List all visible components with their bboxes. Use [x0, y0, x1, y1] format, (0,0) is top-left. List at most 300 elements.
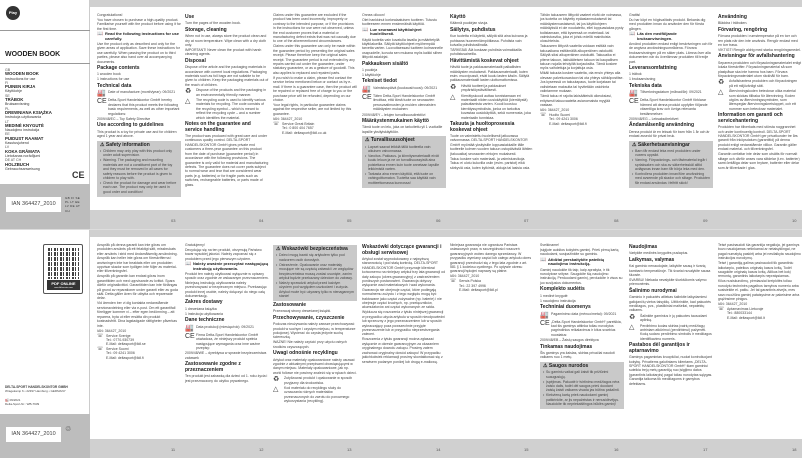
safety-heading: ⚠ Säkerhetsanvisningar: [632, 141, 690, 148]
read-instructions-notice: [629, 32, 713, 41]
safety-item: • Lapset saavat leikkiä tällä tuotteella vain aikuisen valvonnassa.: [365, 145, 443, 154]
body-text: IAN: 364427_2010: [273, 116, 303, 121]
footer-bar: [90, 210, 802, 229]
language-doc-type: Käyttöohje: [5, 89, 22, 94]
language-doc-type: Kasutusjuhend: [5, 141, 29, 146]
safety-box: [97, 141, 181, 197]
manufacture-date-icon: 🏭: [629, 90, 638, 98]
body-text: Tuote on valmistettu huolellisesti jatkuvassa valvonnassa. DELTA-SPORT HANDELSKONTOR GmbH myöntää yksityisille loppuasiakkaille tälle tuotteelle kolmen vuoden takuun ostopäivästä lähtien (takuuaika) seuraavien ehtojen mukaisesti.: [450, 134, 533, 156]
manual-column: [185, 243, 269, 384]
page-number: 11: [171, 447, 176, 452]
page-number: 04: [259, 218, 264, 223]
page-number: 10: [792, 218, 797, 223]
language-entry: [5, 107, 52, 120]
safety-list: [632, 149, 710, 185]
language-code: LV: [5, 145, 10, 150]
ce-icon: CE: [97, 98, 107, 106]
section-heading: Naudojimas: [629, 244, 658, 250]
disposal-icon: ♻: [273, 376, 280, 384]
phone-icon: ☏: [450, 278, 457, 285]
section-heading: Användning: [718, 14, 747, 20]
section-heading: Säilytys, puhdistus: [450, 26, 496, 33]
recycling-code-icon: △: [718, 89, 724, 97]
service-line: Tel.: 09 4241 3006: [106, 351, 135, 356]
service-line: E-Mail: deltasport@lidl.se: [106, 342, 146, 347]
symbol-text: Pagaminimo data (mėnuo/metai): 09/2021: [551, 311, 617, 316]
manual-column: [629, 13, 713, 190]
body-text: Vid ärenden ber vi dig kontakta nedanstående serviceavdelning eller via e-post. Om ett garantifall föreligger kommer vi – efter egen bedömning – att reparera, byta ut eller ersätta din produkt kostnadsfritt. Dina lagstadgade rättigheter påverkas inte.: [97, 301, 177, 328]
body-text: Käännä puukirjan sivuja.: [450, 21, 489, 26]
page-number: 12: [259, 447, 264, 452]
disposal-icon: ♻: [629, 313, 636, 321]
phone-icon: ☏: [540, 111, 547, 118]
body-text: Hävitä tuote ja pakkausmateriaalit paikallisten määräysten mukaisesti. Pakkausmateriaalit, kuten esim. muovipussit, eivät kuulu lasten käsiin. Säilytä pakkausmateriaalit lasten ulottumattomissa.: [450, 65, 530, 83]
safety-list: [365, 145, 443, 186]
notice-text: Należy uważnie przeczytać następującą instrukcję użytkowania.: [193, 261, 269, 271]
symbol-row: [185, 98, 269, 120]
manual-column: [273, 243, 357, 405]
service-contact: [718, 307, 802, 320]
language-entry: [5, 68, 52, 81]
language-doc-type: Instructions for use: [5, 76, 36, 81]
symbol-text: „Delta-Sport Handelskontor GmbH“ pareiškia, kad šis gaminys atitinka toliau nurodytus pagrindinius reikalavimus ir kitus svarbius nuostatus:: [551, 319, 622, 337]
service-contact: [540, 113, 624, 126]
page-number: 07: [524, 218, 529, 223]
body-text: 2009/48/EC – Toy Safety Directive: [97, 117, 151, 122]
body-text: Du har köpt en högkvalitativ produkt. Bekanta dig med produkten innan du använder den för första gången.: [629, 18, 706, 31]
body-text: Your legal rights, in particular guarantee claims against the respective seller, are not limited by this guarantee.: [273, 102, 352, 116]
body-text: Use the product only as described and only for the given areas of application. Save these instructions for use carefully. When passing the product on to third parties, please also hand over all accompanying documents.: [97, 42, 180, 64]
cover-title: WOODEN BOOK: [5, 51, 61, 58]
manual-column: [362, 243, 446, 365]
page-number: 03: [171, 218, 176, 223]
body-text: Kai gaminio nenaudojate, laikykite sausą ir švarią kambario temperatūroje. Tik švariai nuvalykite sausa šluoste.: [629, 264, 711, 277]
body-text: Įsigijote aukštos kokybės gaminį. Prieš pirmą kartą naudodami, susipažinkite su gaminiu.: [540, 248, 619, 257]
manual-column: [540, 243, 624, 411]
safety-item: • Kiekvieną kartą prieš naudodami gaminį patikrinkite, ar jis nepažeistas ir nenusidėvėjęs. Naudokite tik nepriekaištingos būklės gaminį!: [543, 393, 621, 406]
safety-heading: ⚠ Safety information: [100, 141, 150, 148]
language-entry: [5, 158, 52, 171]
book-icon: 📖: [97, 31, 104, 38]
notice-text: Read the following instructions for use carefully.: [105, 31, 180, 41]
safety-item: • Įspėjimas. Pakuotė ir tvirtinimo medžiagos nėra žaislo dalis, todėl dėl saugos prieš duodant žaislą žaisti vaikams visada jas būtina pašalinti.: [543, 380, 621, 393]
symbol-text: Kod materiału do recyklingu służy do oznaczania różnych materiałów przeznaczonych do zwrotu do ponownego wykorzystania (recykling).: [284, 386, 350, 404]
body-text: 2009/48/EB – Žaislų saugos direktyva: [540, 338, 599, 343]
symbol-text: Delta-Sport Handelskontor GmbH hereby declares that this product meets the following basic requirements, as well as other important regulations:: [108, 98, 180, 116]
service-name: Service Great Britain: [282, 121, 315, 126]
book-icon: 📖: [362, 26, 369, 33]
version-date: 🏭 09/2021: [5, 398, 21, 402]
cover-footer: [0, 184, 90, 229]
section-heading: Ändamålsenlig användning: [629, 122, 695, 129]
disposal-icon: ♻: [718, 79, 725, 87]
body-text: 1 puukirja: [362, 68, 378, 73]
service-line: Tel.: 880033144: [727, 311, 752, 316]
language-code: EE: [5, 132, 10, 137]
divider: [0, 63, 90, 64]
section-heading: Hävittämistä koskevat ohjeet: [450, 57, 519, 64]
header-bar: [90, 230, 802, 237]
body-text: This product is a toy for private use and for children aged 1 year and above.: [97, 129, 177, 139]
service-line: Tel.: 0 800 404 7657: [282, 126, 314, 131]
body-text: Dispose of the article and the packaging materials in accordance with current local regulations. Packaging materials such as foil bags are not suitable to be given to children. Keep the packaging materials out of the reach of children.: [185, 65, 269, 87]
section-heading: Dane techniczne: [185, 317, 225, 324]
body-text: 1 medinė knygutė: [540, 293, 568, 298]
recycling-icon: ♲: [65, 426, 72, 433]
manual-column: [450, 13, 534, 171]
section-heading: Laikymas, valymas: [629, 256, 675, 263]
body-text: Produkt ten należy użytkować wyłącznie w opisany sposób oraz zgodnie ze wskazanym przeznaczeniem. Niniejszą instrukcję użytkowania należy przechowywać w bezpiecznym miejscu. Przekazując produkt innej osobie, należy dołączyć do niego całą dokumentację.: [185, 272, 269, 299]
symbol-text: Återvinningskoden betecknar olika material som skickas tillbaka för återvinning. Koden utgörs av återvinningssymbolen, som återspeglar återvinningskretsloppet, och ett nummer som betecknar materialet.: [729, 89, 796, 111]
language-code: DE AT CH: [5, 158, 22, 163]
body-text: IMPORTANT! Never clean the product with harsh cleaning agents.: [185, 48, 262, 57]
page-number: 13: [347, 447, 352, 452]
symbol-row: [540, 312, 624, 319]
section-heading: Uwagi odnośnie recyklingu: [273, 350, 338, 357]
manufacture-date-icon: 🏭: [362, 86, 371, 94]
page-number: 16: [614, 447, 619, 452]
footer-bar: [90, 439, 802, 458]
body-text: IAN: 364427_2010: [718, 302, 748, 307]
safety-box: [629, 141, 713, 188]
read-instructions-notice: [185, 262, 269, 271]
body-text: Grattis!: [629, 13, 641, 17]
service-name: Huolto Suomi: [549, 112, 571, 117]
body-text: Kilus nusiskundimų, pirmiausiai kreipkitės toliau nurodytu techninės pagalbos tarnybos numeriu arba susisiekite el. paštu. Jei tai garantinis atvejis, mes savo nuožiūra gaminį pataisysime ar pakeisime arba grąžinsime pinigus.: [718, 279, 800, 302]
body-text: Artykuł został wyprodukowany z najwyższą starannością i pod stałą kontrolą. DELTA-SPORT HANDELSKONTOR GmbH przyznaje klientowi końcowemu na niniejszy artykuł trzy lata gwarancji od daty zakupu (okres gwarancyjny) z zastrzeżeniem poniższych postanowień. Gwarancja dotyczy wyłącznie wad materiałowych i wad wykonania. Gwarancja nie obejmuje części, które podlegają normalnemu zużyciu i z tego względu mogą być traktowane jako części zużywalne (np. baterie) i nie obejmuje części kruchych, np. przełączników, akumulatorów ani części wykonanych ze szkła.: [362, 256, 446, 310]
disposal-icon: ♻: [185, 88, 192, 96]
service-contact: [273, 122, 357, 135]
symbol-row: [273, 386, 357, 404]
section-heading: Takuuta ja huoltoprosessia koskevat ohjeet: [450, 121, 515, 133]
phone-icon: ☏: [97, 332, 104, 339]
symbol-row: [97, 98, 181, 116]
symbol-row: [450, 84, 534, 93]
ce-icon: CE: [185, 332, 195, 340]
page-number: 08: [614, 218, 619, 223]
symbol-text: Tillverkningsdatum (månad/år): 09/2021: [640, 90, 702, 95]
service-name: Serwis Polska: [459, 279, 481, 284]
safety-item: • Kontrollera produkten innan/före användning med avseende på skador och slitage. Produkten får endast användas i felfritt skick!: [632, 172, 710, 185]
manual-column: [718, 13, 802, 171]
safety-list: [276, 253, 354, 298]
body-text: 1 instructions for use: [97, 77, 130, 82]
symbol-row: [718, 89, 802, 111]
body-text: Decydując się na ten produkt, otrzymują Państwo towar wysokiej jakości. Należy zapoznać się z produktem przed jego pierwszym użyciem.: [185, 248, 262, 261]
safety-item: • Check the product for damage and wear before each use. The product may only be used in good order and condition!: [100, 181, 178, 194]
language-product-name: DREWNIANA KSIĄŻKA: [5, 109, 52, 115]
symbol-text: Date of manufacture (month/year): 09/2021: [108, 90, 176, 95]
manufacture-date-icon: 🏭: [185, 324, 194, 332]
disposal-icon: ♻: [450, 83, 457, 91]
delta-sport-id: Delta-Sport-Nr.: WB-7939: [5, 402, 40, 406]
manual-back-side: [0, 229, 802, 458]
language-entry: [5, 132, 52, 145]
language-code: FI: [5, 80, 9, 85]
symbol-row: [718, 79, 802, 88]
service-name: Service Suomi: [106, 346, 129, 351]
importer-name: DELTA-SPORT HANDELSKONTOR GMBH: [5, 385, 68, 389]
pdf-online-qr[interactable]: [43, 244, 83, 294]
service-line: E-Mail: deltasport@lidl.fi: [549, 121, 587, 126]
language-entry: [5, 94, 52, 107]
phone-icon: ☏: [273, 120, 280, 127]
page-number: 18: [792, 447, 797, 452]
body-text: Podczas nieużywania należy zawsze przechowywać produkt w suchym i czystym miejscu, w temperaturze pokojowej. Wycierać do czysta jedynie suchą ściereczką.: [273, 322, 356, 340]
ce-icon: CE: [629, 98, 639, 106]
recycling-code-icon: △: [450, 93, 456, 101]
language-product-name: PUIDUST RAAMAT: [5, 135, 44, 141]
safety-heading: ⚠ Turvallisuusohjeet: [365, 137, 415, 144]
body-text: Teisė į garantiją galima pasinaudoti tik garantiniu laikotarpiu, pateikus originalų kasos kvitą. Todėl saugokite originalų kasos kvitą. Atlikus bet kokį remontą, garantinis laikotarpis nepratęsiamas.: [718, 261, 794, 279]
symbol-text: Avfallshantera produkten och förpackningen på ett miljövänligt sätt.: [729, 79, 798, 88]
symbol-row: [629, 98, 713, 116]
phone-icon: ☏: [718, 306, 725, 313]
language-product-name: HOLZBUCH: [5, 161, 30, 167]
body-text: Förvara produkten i rumstemperatur på en torr och ren plats när den inte används. Rengör endast med en torr trasa.: [718, 34, 798, 47]
safety-heading: ⚠ Wskazówki bezpieczeństwa: [276, 246, 348, 252]
read-instructions-notice: [540, 258, 624, 267]
ce-mark: CE: [72, 170, 85, 180]
symbol-text: Dispose of the products and the packaging in an environmentally friendly manner.: [196, 88, 267, 97]
body-text: Kun tuotetta ei käytetä, säilytä sitä aina kuivana ja puhtaana huoneenlämpötilassa. Puhdista vain kuivalla puhdistusliinalla.: [450, 34, 528, 47]
body-text: IAN: 364427_2010: [540, 107, 570, 112]
language-doc-type: Instrukcja użytkowania: [5, 115, 42, 120]
body-text: 1 käyttöohje: [362, 73, 381, 78]
section-heading: Tekniset tiedot: [362, 78, 397, 85]
body-text: Mikäli takuuta koskee vaateita, ota ensin yhteys alla olevaan palveluosastoon tai ota yhteys sähköpostitse. Jos kyseessä on takuutapaus, tuote korjataan tai vaihdetaan maksutta tai hyvitetään ostohinta valintamme mukaan.: [540, 71, 624, 94]
body-text: Separera produkten och förpackningsmaterialet enligt lokala föreskrifter. Förpackningsmaterial så som plastpåsar ska inte hamna hos barn. Förvara förpackningsmaterialet utom räckhåll för barn.: [718, 60, 802, 79]
service-contact: [450, 279, 534, 292]
safety-item: • Dzieci mogą bawić się artykułem tylko pod nadzorem osób dorosłych.: [276, 253, 354, 262]
body-text: Bläddra i träboken.: [718, 21, 748, 26]
body-text: Wyklucza się roszczenia z tytułu niniejszej gwarancji w przypadku użycia artykułu w sposób nieodpowiedni lub sprzeczny z jego przeznaczeniem lub w sposób wykraczający poza powszechnie przyjęte przeznaczenie lub w przypadku nieprzestrzegania zaleceń.: [362, 310, 445, 337]
body-text: Tämä takuu ei rajoita lakisääteisiä oikeuksiasi, erityisesti takuuvaateita asianomaista myyjää vastaan.: [540, 94, 612, 107]
symbol-text: Kierrätyskoodi auttaa tunnistamaan eri materiaalit niiden uusiokäyttöä (kierrätystä) palauttamista varten. Koodi koostuu kierrätyssymbolista, jonka on tarkoitus kuvastaa uusiokäyttöä, sekä numerosta, joka materiaalin tunnistaa.: [461, 93, 531, 120]
body-text: Tämä tuote on lelu, joka on tarkoitettu yli 1 vuotiaille lapsille yksityiskäyttöön.: [362, 125, 443, 134]
recycling-code-icon: △: [185, 98, 191, 106]
service-line: Tel.: 22 397 4996: [459, 283, 486, 288]
manufacture-date-icon: 🏭: [97, 90, 106, 98]
body-text: 1 bruksanvisning: [629, 77, 656, 82]
language-code: LT: [5, 119, 9, 124]
section-heading: Šalinimo nurodymai: [629, 287, 677, 294]
manual-column: [540, 13, 624, 126]
safety-item: • Warning. The packaging and mounting materials are not a constituent part of the toy and they must be removed in all cases for safety reasons before the product is given to children to play with.: [100, 158, 178, 180]
symbol-row: [540, 320, 624, 338]
section-heading: Information om garanti och servicehantering: [718, 112, 783, 124]
read-instructions-notice: [97, 32, 181, 41]
safety-item: • Ostrzeżenie. Opakowanie oraz materiały mocujące nie są częścią zabawki i ze względów bezpieczeństwa muszą zostać usunięte, zanim artykuł będzie przekazany dzieciom do zabawy.: [276, 263, 354, 281]
section-heading: Tekniska data: [629, 82, 662, 89]
manual-column: [362, 13, 446, 190]
page-number: 17: [703, 447, 708, 452]
body-text: 1 drewniana książka: [185, 306, 217, 311]
symbol-row: [629, 314, 713, 323]
service-line: E-Mail: deltasport@lidl.pl: [459, 288, 498, 293]
symbol-row: [362, 94, 446, 112]
service-name: Aptarnavimas Lietuvoje: [727, 307, 764, 312]
recycling-code-icon: △: [273, 386, 279, 393]
language-entry: [5, 120, 52, 133]
language-entry: [5, 145, 52, 158]
page-number: 06: [436, 218, 441, 223]
header-bar: [90, 0, 802, 7]
body-text: 1 träbok: [629, 72, 642, 77]
language-doc-type: Naudojimo instrukcija: [5, 128, 40, 133]
notice-text: Atidžiai perskaitykite pateiktą naudojimo instrukciją.: [548, 256, 605, 267]
section-heading: Määräystenmukainen käyttö: [362, 118, 429, 125]
country-flags-icon: GB FI SE PL LT EE LV DE AT CH: [65, 196, 81, 213]
notice-text: Lue seuraavat käyttöohjeet huolellisesti.: [370, 26, 422, 37]
symbol-text: Zutylizować produkt i opakowanie w sposób przyjazny dla środowiska.: [284, 376, 353, 385]
body-text: Teisė pasinaudoti šia garantija negalioja, jei gaminys buvo naudojamas netinkamai ar netaisyklingai, ne pagal numatytą paskirtį arba jei nesilaikyta naudojimo instrukcijos nurodymų.: [718, 243, 801, 261]
language-code: GB: [5, 68, 11, 72]
body-text: 1 naudojimo instrukcija: [540, 298, 576, 303]
body-text: IAN: 364427_2010: [450, 274, 480, 279]
page-number: 14: [436, 447, 441, 452]
section-heading: Pakkauksen sisältö: [362, 60, 409, 67]
language-product-name: PUINEN KIRJA: [5, 84, 36, 90]
service-line: Tel.: 09 4241 3006: [549, 117, 578, 122]
language-doc-type: Lietošanas norādījumi: [5, 153, 41, 158]
safety-box: [540, 362, 624, 409]
symbol-text: The recycling code is used to identify various materials for recycling. The code consists of the recycling symbol – which is meant to reflect the recycling cycle – and a number which identifies the material.: [196, 98, 266, 120]
phone-icon: ☏: [97, 345, 104, 352]
service-line: Tel.: 0770-930739: [106, 337, 135, 342]
section-heading: Zastosowanie: [273, 301, 307, 308]
service-contact: [97, 347, 181, 360]
body-text: Garantin omfattar inte delar som utsätts för normalt slitage och därför anses vara slitdelar (t.ex. batterier) samt ömtåliga delar som brytare, batterier eller delar som är tillverkade i glas.: [718, 152, 800, 170]
section-heading: Notes on the guarantee and service handling: [185, 121, 251, 133]
manual-column: [185, 13, 269, 188]
read-instructions-notice: [362, 28, 446, 37]
safety-item: • Barn får endast leka med produkten under vuxens uppsikt.: [632, 149, 710, 158]
body-text: 2009/48/WE – dyrektywa w sprawie bezpieczeństwa zabawek: [185, 351, 267, 360]
safety-heading: ⚠ Saugos nurodos: [543, 362, 589, 369]
language-product-name: TRÄBOK: [5, 97, 24, 103]
body-text: Takuuseen liittyviä vaateita voidaan esittää vain takuuaikana esittämällä alkuperäinen ostokuitti. Säilytä siksi alkuperäinen ostokuitti. Takuuaika ei pitene takuun, lakisääteisen takuun tai kaupallisen takuun nojalla tehdyiltä korjauksilta. Tämä koskee myös vaihdettuja ja korjattuja osia.: [540, 44, 618, 71]
section-heading: Zastosowanie zgodne z przeznaczeniem: [185, 361, 241, 373]
symbol-text: Täten Delta-Sport Handelskontor GmbH ilmoittaa, että tämä tuote on seuraavien perusvaatimusten ja muiden olennaisten määräysten mukainen:: [373, 94, 436, 112]
body-text: Gaminį naudokite tik taip, kaip aprašyta, ir tik nurodytose srityse. Saugokite šią naudojimo instrukciją. Perduodami gaminį, perduokite ir visus su juo susijusius dokumentus.: [540, 267, 623, 285]
symbol-row: [185, 88, 269, 97]
section-heading: Techniniai duomenys: [540, 304, 591, 311]
safety-box: [362, 136, 446, 188]
page-number: 15: [524, 447, 529, 452]
book-icon: 📖: [540, 256, 547, 263]
language-product-name: MEDINĖ KNYGUTĖ: [5, 122, 44, 128]
safety-item: • Su gaminiu vaikai gali žaisti tik prižiūrimi suaugusiųjų.: [543, 370, 621, 379]
safety-item: • Tarkasta aina ennen käyttöä, että tuote on vahingoittumaton. Tuotetta saa käyttää vain moitteettomassa kunnossa!: [365, 172, 443, 185]
symbol-row: [273, 376, 357, 385]
section-heading: Leveransomfattning: [629, 65, 677, 72]
body-text: Turn the pages of the wooden book.: [185, 21, 241, 26]
ce-icon: CE: [540, 319, 550, 327]
section-heading: Use: [185, 14, 195, 20]
section-heading: Anvisningar för avfallshantering: [718, 53, 795, 60]
manual-column: [97, 13, 181, 199]
safety-list: [100, 149, 178, 194]
body-text: 1 wooden book: [97, 72, 121, 77]
body-text: Gaminio ir pakuotės atliekas šalinkite laikydamiesi galiojančių vietos taisyklių. Užtikrinkite, kad pakuotės medžiagos, pvz., plastikiniai maišeliai, nepatektų vaikams.: [629, 295, 711, 313]
ian-number: IAN 364427_2010: [6, 427, 61, 442]
body-text: Anspråk på denna garanti kan inte göras om produkten använts på ett felaktigt sätt, missbrukats eller använts i strid med ändamålsenlig användning. Anspråk kan heller inte göras om föreskrifterna i anvisningen inte har beaktats eller om produkten uppvisar skador som tydligen inte följer av material- eller tillverkningsfel.: [97, 243, 178, 274]
body-text: Niniejsza gwarancja nie ogranicza Państwa ustawowych praw, w szczególności roszczeń gwarancyjnych wobec danego sprzedawcy. W przypadku wymiany części lub całego artykułu okres gwarancji przechodzi się z tego lata zgodnie z art. 581 § 1 kodeksu cywilnego. Po upływie okresu gwarancji/rękojmi naprawy są płatne.: [450, 243, 532, 274]
symbol-text: Hävitä tuotteet ja pakkaukset ympäristöystävällisesti.: [461, 83, 506, 93]
body-text: Käytä tuotetta vain kuvatulla tavalla ja määritetyllä käyttöalueilla. Säilytä käyttöohjeet myöhempää tarvetta varten. Luovuttaessasi tuotteen kolmannelle osapuolelle, luovuta sen mukana myös kaikki siihen liittyvät asiakirjat.: [362, 37, 443, 60]
body-text: Przewracaj strony drewnianej książki.: [273, 309, 332, 314]
body-text: Congratulations!: [97, 13, 123, 17]
brand-logo: Play: [6, 6, 20, 20]
language-entry: [5, 81, 52, 94]
body-text: IAN: 364427_2010: [97, 328, 127, 333]
body-text: Takuu koskee vain materiaali- ja valmistusvikoja. Takuu ei ulotu kuluvilla osiin (esim. paristot) eikä särkyviä osia, kuten kytkimiä, akkuja tai lasisia osia.: [450, 156, 531, 170]
service-line: E-Mail: deltasport@lidl.co.uk: [282, 130, 327, 135]
language-list: [5, 68, 52, 171]
body-text: TÄRKEÄÄ! Älä koskaan puhdista voimakkailla puhdistusaineilla.: [450, 48, 522, 57]
body-text: Anspråk på garantin kan endast göras inom garantitiden och med uppvisande av kvittot. Spara därför originalkvittot. Garantitiden kan inte förlängas på grund av reparationer under garanti eller av goda skäl. Detta gäller även för utbytta och reparerade delar.: [97, 274, 178, 301]
service-line: E-Mail: deltasport@lidl.lt: [727, 315, 765, 320]
body-text: You have chosen to purchase a high-quality product. Familiarise yourself with the product before using it for the first time.: [97, 18, 181, 31]
factory-icon: 🏭: [5, 398, 10, 402]
body-text: Gratulujemy!: [185, 243, 205, 247]
symbol-row: [185, 333, 269, 351]
safety-item: • Varning. Förpacknings- och fästmaterial ingår i sprlaksaken och ska av säkerhetsskäl alltid avlägsnas innan barn får börja leka med den.: [632, 158, 710, 171]
body-text: Onnea olkoon!: [362, 13, 385, 17]
body-text: Roszczenia z tytułu gwarancji można zgłaszać wyłącznie w okresie gwarancyjnym za okazaniem oryginalnego dowodu zakupu. Prosimy zatem zachować oryginalny dowód zakupu! W przypadku jakichkolwiek reklamacji prosimy skontaktować się z serwisem podanym poniżej lub drogą e-mailową.: [362, 337, 443, 364]
divider: [0, 30, 90, 31]
body-text: If you wish to make a claim, please first contact the service below mentioned below or contact us by e-mail. If there is a guarantee case, then the product will be repaired or replaced free of charge to you or the purchase price will be refunded, depending on our choice.: [273, 75, 357, 102]
manual-column: [629, 243, 713, 387]
body-text: Produkten har tillverkats med största noggrannhet och under kontinuerlig kontroll. DELTA-SPORT HANDELSKONTOR GmbH ger privatkunder tre års garanti från inköpsdatum (garantitid) på denna produkt enligt nedanstående villkor. Garantin gäller endast material- och tillverkningsfel.: [718, 125, 798, 152]
symbol-text: Delta-Sport Handelskontor GmbH förklarar härmed att denna produkt uppfyller följande väsentliga krav och övriga relevanta bestämmelser:: [640, 98, 708, 116]
manual-column: [273, 13, 357, 135]
symbol-row: [629, 324, 713, 342]
symbol-text: Perdirbimo kodas skirtas įvairių medžiagų antriniam atkūrimui (perdirbimui) pažymėti. Kodą sudaro perdirbimo simbolis ir medžiagos identifikavimo numeris.: [640, 323, 712, 341]
language-doc-type: Gebrauchsanweisung: [5, 166, 40, 171]
section-heading: Technical data: [97, 82, 132, 89]
language-code: PL: [5, 106, 10, 111]
section-heading: Tinkamas naudojimas: [540, 343, 593, 350]
service-line: E-Mail: deltasport@lidl.fi: [106, 355, 144, 360]
section-heading: Pastabos dėl garantijos ir aptarnavimo: [629, 342, 690, 354]
body-text: VIKTIGT! Rengör aldrig med starka rengöringsmedel.: [718, 48, 801, 52]
body-text: WAŻNE! Nie należy czyścić przy użyciu ostrych środków czyszczących.: [273, 340, 347, 349]
book-icon: 📖: [629, 31, 636, 38]
body-text: Claims under this guarantee are excluded if the product has been used incorrectly, improperly or contrary to the intended purpose, or if the provisions in the instructions for use were not observed, unless the end customer proves that a material or manufacturing defect exists that was not causally due to one of the aforementioned circumstances.: [273, 13, 356, 44]
language-code: SE: [5, 93, 10, 98]
body-text: Olet hankkinut korkealaatuisen tuotteen. Tutustu tuotteeseen ennen ensimmäistä käyttöä.: [362, 18, 437, 27]
manufacture-date-icon: 🏭: [540, 311, 549, 319]
body-text: SVARBU! Niekada nevalykite šiurkščiomis valymo priemonėmis.: [629, 278, 707, 287]
section-heading: Disposal: [185, 57, 206, 64]
body-text: 2009/48/EY – lelujen turvallisuusdirektiivi: [362, 112, 426, 117]
body-text: Artykuł oraz materiały opakowaniowe należy usuwać zgodnie z aktualnymi przepisami obowiązującymi w danym miejscu. Materiały opakowaniowe, jak np. worki foliowe nie powinny znaleźć się w rękach dzieci.: [273, 357, 357, 375]
qr-url: www.lidl-service.com: [54, 287, 73, 289]
body-text: Šis gaminys yra žaislas, skirtas privačiai naudoti vaikams nuo 1 metų.: [540, 351, 615, 360]
symbol-text: Valmistuspäivä (kuukausi/vuosi): 09/2021: [373, 86, 438, 91]
section-heading: Wskazówki dotyczące gwarancji i obsługi serwisowej: [362, 244, 442, 256]
symbol-text: Šalinkite gaminius ir jų pakuotes tausodami aplinką.: [640, 313, 708, 323]
section-heading: Käyttö: [450, 14, 466, 20]
language-product-name: KOKA GRĀMATA: [5, 148, 41, 154]
body-text: Tähän takuuseen liittyvät vaateet eivät ole voimassa, jos tuotetta on käytetty epäasianmukaisesti tai määräystenvastaisesti, tai jos käyttöohjeen määräyksiä ei ole noudatettu, ellei loppuasiakas pysty todistamaan, että kyseessä on materiaali- tai valmistusvika, joka ei johdu edellä mainituista olosuhteista.: [540, 13, 624, 44]
symbol-text: Firma Delta-Sport Handelskontor GmbH oświadcza, że niniejszy produkt spełnia następujące wymagania oraz inne ważne przepisy:: [196, 332, 261, 351]
safety-list: [543, 370, 621, 406]
page-number: 09: [703, 218, 708, 223]
symbol-row: [97, 90, 181, 97]
